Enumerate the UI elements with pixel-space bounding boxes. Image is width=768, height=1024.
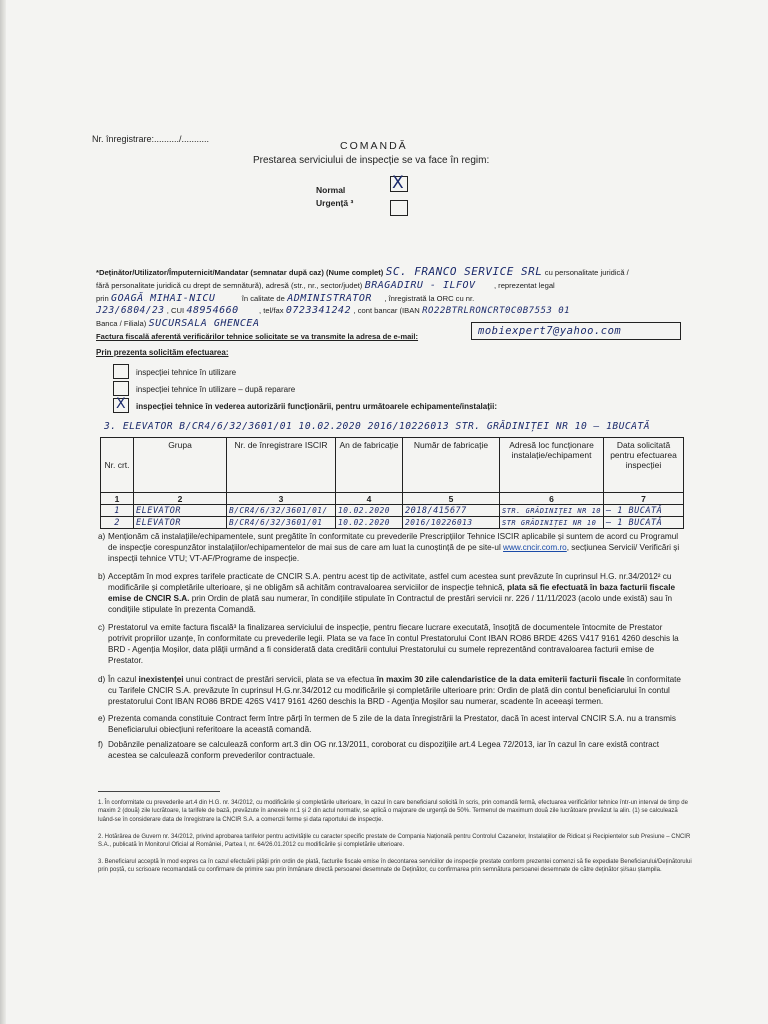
form-title: COMANDĂ — [340, 140, 408, 152]
header-address: Adresă loc funcționare instalație/echipament — [500, 438, 604, 493]
footnote-1: 1. În conformitate cu prevederile art.4 din H.G. nr. 34/2012, cu modificările și completările ulterioare, în cazul în care beneficiarul solicită în scris, prin comandă fermă, efectuarea verificărilor tehnice într-un interval de timp de maxim 2 (două) zile lucrătoare, la tarifele de bază, prevăzute în anexele nr.1 și 2 din actul normativ, se aplică o majorare de urgență de 50%. Termenul de maximum două zile lucrătoare prevăzut la alin. (1) se calculează luând-se în considerare data de înregistrare la CNCIR S.A. a comenzii ferme și data raportului de inspecție. — [98, 800, 688, 823]
col-number: 7 — [604, 493, 684, 505]
col-number: 1 — [101, 493, 134, 505]
company-name: SC. FRANCO SERVICE SRL — [385, 265, 543, 278]
cell-date: – 1 BUCATĂ — [604, 517, 684, 529]
table-number-row — [101, 493, 684, 505]
client-line-4 — [96, 305, 692, 317]
urgent-checkbox[interactable] — [390, 200, 408, 216]
clause-label: c) — [98, 623, 105, 632]
table-row — [101, 517, 684, 529]
cell-date: – 1 BUCATĂ — [604, 505, 684, 517]
clause-text: Dobânzile penalizatoare se calculează conform art.3 din OG nr.13/2011, coroborat cu dispozițiile art.4 Legea 72/2013, iar în cazul în care există contract acestea se calculează conform prevederilor contractuale. — [108, 740, 659, 760]
client-line-3-suffix: , înregistrată la ORC cu nr. — [384, 294, 475, 303]
footnote-2: 2. Hotărârea de Guvern nr. 34/2012, privind aprobarea tarifelor pentru activitățile cu caracter specific prestate de Compania Națională pentru Controlul Cazanelor, Instalațiilor de Ridicat și Recipientelor sub Presiune – CNCIR S.A., publicată în Monitorul Oficial al României, Partea I, nr. 64/26.01.2012 cu modificările și completările ulterioare. — [98, 834, 691, 849]
cncir-website-link[interactable]: www.cncir.com.ro — [503, 543, 567, 552]
check-x-icon: X — [116, 396, 126, 412]
normal-checkbox[interactable] — [390, 173, 408, 193]
client-line-1 — [96, 266, 692, 278]
option-checkbox-in-use[interactable] — [113, 364, 129, 379]
client-line-3-prefix: prin — [96, 294, 109, 303]
email-box[interactable] — [471, 322, 681, 340]
header-nr-crt: Nr. crt. — [101, 438, 134, 493]
clause-text: în conformitate cu Tarifele CNCIR S.A. prevăzute în cuprinsul H.G.nr.34/2012 cu modificările și completările ulterioare prin: Ordin de plată din contul beneficiarului în contul prestatorului Cont IBAN RO86 BRDE 426S V417 9161 4260 deschis la BRD - Agenția Moșilor sau numerar, scadente în aceeași termen. — [108, 675, 681, 706]
client-line-3-mid: în calitate de — [241, 294, 285, 303]
client-line-1-prefix: *Deținător/Utilizator/Împuternicit/Mandatar (semnatar după caz) (Nume complet) — [96, 268, 384, 277]
client-line-2-suffix: , reprezentat legal — [493, 281, 555, 290]
form-subtitle: Prestarea serviciului de inspecție se va face în regim: — [253, 155, 490, 166]
col-number: 5 — [403, 493, 500, 505]
col-number: 3 — [227, 493, 336, 505]
clause-a — [98, 531, 688, 564]
bank-label: Banca / Filiala) — [96, 319, 147, 328]
clause-bold: în maxim 30 zile calendaristice de la data emiterii facturii fiscale — [376, 675, 625, 684]
table-row — [101, 505, 684, 517]
representative-name: GOAGĂ MIHAI-NICU — [111, 293, 216, 304]
clause-bold: plata să fie efectuată în baza facturii fiscale emise de CNCIR S.A. — [108, 583, 676, 603]
client-line-2 — [96, 280, 692, 291]
scan-left-edge — [0, 0, 6, 1024]
cell-serial: 2016/10226013 — [403, 517, 500, 529]
bank-value: SUCURSALA GHENCEA — [148, 318, 260, 329]
col-number: 4 — [336, 493, 403, 505]
clause-label: b) — [98, 572, 106, 581]
table-header-row — [101, 438, 684, 493]
normal-label: Normal — [316, 185, 346, 195]
clause-text: Prezenta comanda constituie Contract ferm între părți în termen de 5 zile de la data înregistrării la Prestator, dacă în acest interval CNCIR S.A. nu a transmis Beneficiarului obiecțiuni referitoare la această comandă. — [108, 714, 676, 734]
header-year: An de fabricație — [336, 438, 403, 493]
clause-text: Acceptăm în mod expres tarifele practicate de CNCIR S.A. pentru acest tip de activitate, astfel cum acestea sunt prevăzute în cuprinsul H.G. nr.34/2012² cu modificările și completările ulterioare, și ne obligăm să achităm contravaloarea serviciilor de inspecție tehnică, — [108, 572, 672, 592]
client-line-2-prefix: fără personalitate juridică cu drept de semnătură), adresă (str., nr., sector/judet) — [96, 281, 363, 290]
header-date: Data solicitată pentru efectuarea inspecției — [604, 438, 684, 493]
cell-year: 10.02.2020 — [336, 517, 403, 529]
clause-text: prin Ordin de plată sau numerar, în condițiile stipulate în Contractul de prestări servicii nr. 226 / 11/11/2023 (acolo unde există) sau în condițiile stipulate în prezenta Comandă. — [108, 594, 673, 614]
clause-label: a) — [98, 532, 106, 541]
col-number: 2 — [134, 493, 227, 505]
representative-role: ADMINISTRATOR — [287, 293, 372, 304]
client-line-1-suffix: cu personalitate juridică / — [544, 268, 629, 277]
request-heading: Prin prezenta solicităm efectuarea: — [96, 348, 229, 357]
clause-label: d) — [98, 675, 106, 684]
cell-grupa: ELEVATOR — [134, 505, 227, 517]
header-iscir: Nr. de înregistrare ISCIR — [227, 438, 336, 493]
registration-number: Nr. înregistrare:........../........... — [92, 134, 210, 144]
clause-label: e) — [98, 714, 106, 723]
option-label-in-use: inspecției tehnice în utilizare — [136, 368, 237, 377]
clause-e — [98, 713, 688, 735]
option-label-after-repair: inspecției tehnice în utilizare – după reparare — [136, 385, 296, 394]
clause-text: Prestatorul va emite factura fiscală³ la finalizarea serviciului de inspecție, pentru fiecare lucrare executată, însoțită de documentele întocmite de Prestator potrivit propriilor uzanțe, în conformitate cu prevederile legii. Plata se va face în contul Prestatorului Cont IBAN RO86 BRDE 426S V417 9161 4260 deschis la BRD - Agenția Moșilor, data plății urmând a fi considerată data creditării contului Prestatorului cu sumele reprezentând contravaloarea facturii emise de Prestator. — [108, 623, 679, 665]
cui-label: , CUI — [166, 306, 185, 315]
cell-nr: 1 — [101, 505, 134, 517]
client-line-3 — [96, 293, 692, 304]
cell-iscir: B/CR4/6/32/3601/01/ — [227, 505, 336, 517]
cell-grupa: ELEVATOR — [134, 517, 227, 529]
clause-b — [98, 571, 688, 615]
cell-nr: 2 — [101, 517, 134, 529]
cell-address: STR. GRĂDINIȚEI NR 10 — [500, 505, 604, 517]
check-x-icon: X — [392, 173, 404, 193]
option-label-authorization: inspecției tehnice în vederea autorizării funcționării, pentru următoarele echipamente/instalații: — [136, 402, 497, 411]
email-value: mobiexpert7@yahoo.com — [478, 325, 622, 337]
cui-value: 48954660 — [186, 305, 239, 316]
clause-label: f) — [98, 740, 104, 749]
tel-value: 0723341242 — [285, 305, 352, 316]
iban-value: RO22BTRLRONCRT0C0B7553 01 — [422, 306, 571, 316]
clause-text: unui contract de prestări servicii, plata se va efectua — [183, 675, 377, 684]
orc-number: J23/6804/23 — [96, 305, 165, 316]
handwritten-equipment-line: 3. ELEVATOR B/CR4/6/32/3601/01 10.02.2020 2016/10226013 STR. GRĂDINIȚEI NR 10 – 1BUCATĂ — [104, 421, 651, 432]
option-checkbox-after-repair[interactable] — [113, 381, 129, 396]
urgent-label: Urgență ³ — [316, 198, 354, 208]
tel-label: , tel/fax — [259, 306, 284, 315]
header-grupa: Grupa — [134, 438, 227, 493]
email-label: Factura fiscală aferentă verificărilor tehnice solicitate se va transmite la adresa de e-mail: — [96, 332, 419, 341]
cell-iscir: B/CR4/6/32/3601/01 — [227, 517, 336, 529]
clause-d — [98, 674, 688, 707]
equipment-table — [100, 437, 684, 529]
clause-text: Menționăm că instalațiile/echipamentele, sunt pregătite în conformitate cu prevederile Prescripțiilor Tehnice ISCIR aplicabile și suntem de acord cu Programul de inspecție corespunzător instalațiilor/echipamentelor de mai sus de care am luat la cunoștință de pe site-ul — [108, 532, 679, 552]
clause-c — [98, 622, 688, 666]
cell-year: 10.02.2020 — [336, 505, 403, 517]
footnote-divider — [98, 791, 220, 792]
iban-label: , cont bancar (IBAN — [353, 306, 420, 315]
col-number: 6 — [500, 493, 604, 505]
clause-text: , secțiunea Servicii/ Verificări și inspecții tehnice VTU; VT-AF/Programe de inspecție. — [108, 543, 680, 563]
cell-address: STR GRĂDINIȚEI NR 10 — [500, 517, 604, 529]
cell-serial: 2018/415677 — [403, 505, 500, 517]
footnote-3: 3. Beneficiarul acceptă în mod expres ca în cazul efectuării plății prin ordin de plată, facturile fiscale emise în decontarea serviciilor de inspecție prestate conform prezentei comenzi să fie expediate Beneficiarului/Deținătorului prin poștă, cu scrisoare recomandată cu confirmare de primire sau prin înmânare directă persoanei desemnate de Deținător, cu confirmarea prin semnătura persoanei desemnate de către deținător și/sau ștampila. — [98, 859, 692, 874]
clause-bold: inexistenței — [138, 675, 184, 684]
company-address: BRAGADIRU - ILFOV — [364, 280, 476, 291]
clause-text: În cazul — [108, 675, 139, 684]
header-serial: Număr de fabricație — [403, 438, 500, 493]
clause-f — [98, 739, 688, 761]
option-checkbox-authorization[interactable] — [113, 398, 129, 413]
